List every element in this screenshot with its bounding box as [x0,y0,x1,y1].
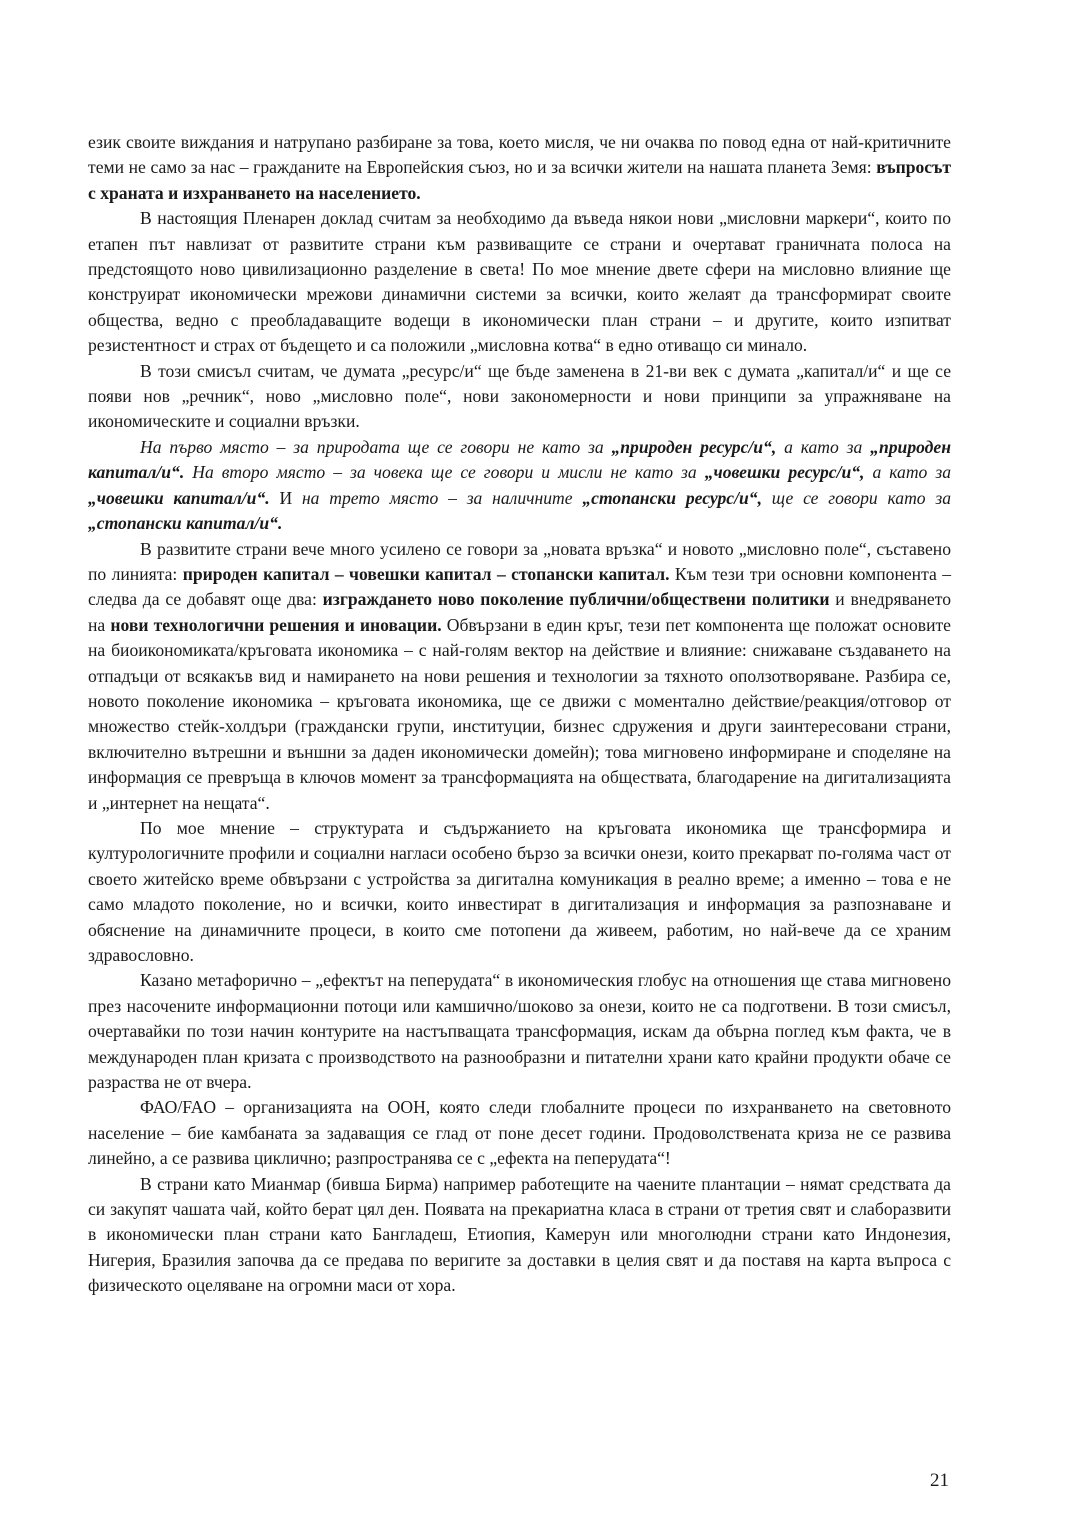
paragraph-text: Обвързани в един кръг, тези пет компонента ще положат основите на биоикономиката/кръговата икономика – с най-голям вектор на действие и влияние: снижаване създаването на отпадъци от всякакъв вид и намирането на нови решения и технологии за тяхното оползотворяване. Разбира се, новото поколение икономика – кръговата икономика, ще се движи с моментално действие/реакция/отговор от множество стейк-холдъри (граждански групи, институции, бизнес сдружения и други заинтересовани страни, включително вътрешни и външни за даден икономически домейн); това мигновено информиране и споделяне на информация се превръща в ключов момент за трансформацията на обществата, благодарение на дигитализацията и „интернет на нещата“. [88,614,951,813]
page-number: 21 [930,1470,949,1491]
document-body [88,130,951,1299]
bold-italic-term: „природен капитал/и“. [88,436,951,483]
italic-text: На второ място – за човека ще се говори и мисли не като за [184,462,705,483]
paragraph-butterfly-effect: Казано метафорично – „ефектът на пеперудата“ в икономическия глобус на отношения ще става мигновено през насочените информационни потоци или камшично/шоково за онези, които не са подготвени. В този смисъл, очертавайки по този начин контурите на настъпващата трансформация, искам да обърна поглед към факта, че в международен план кризата с производството на разнообразни и питателни храни като крайни продукти обаче се разраства не от вчера. [88,970,951,1093]
paragraph-text: Към тези три основни компонента – следва да се добавят още два: [88,563,951,610]
italic-text: на трето място – за наличните [292,487,583,508]
paragraph-text: и внедряването на [88,589,951,635]
bold-italic-term: „стопански ресурс/и“, [582,487,762,508]
paragraph-myanmar: В страни като Мианмар (бивша Бирма) например работещите на чаените плантации – нямат средствата да си закупят чашата чай, който берат цял ден. Появата на прекариатна класа в страни от третия свят и слаборазвити в икономически план страни като Бангладеш, Етиопия, Камерун или многолюдни страни като Индонезия, Нигерия, Бразилия започва да се предава по веригите за доставки в целия свят и да поставя на карта въпроса с физическото оцеляване на огромни маси от хора. [88,1173,951,1296]
italic-text: а като за [776,436,871,457]
bold-italic-term: „стопански капитал/и“. [88,513,283,534]
paragraph-italic-capitals [88,435,951,537]
paragraph-fao: ФАО/FAO – организацията на ООН, която следи глобалните процеси по изхранването на световното население – бие камбаната за задаващия се глад от поне десет години. Продоволствената криза не се развива линейно, а се развива циклично; разпространява се с „ефекта на пеперудата“! [88,1097,951,1169]
paragraph-resource-capital: В този смисъл считам, че думата „ресурс/и“ ще бъде заменена в 21-ви век с думата „капитал/и“ и ще се появи нов „речник“, ново „мисловно поле“, нови закономерности и нови принципи за упражняване на икономическите и социални връзки. [88,360,951,432]
bold-emphasis: природен капитал – човешки капитал – стопански капитал. [182,563,670,584]
bold-emphasis: изграждането ново поколение публични/обществени политики [322,589,830,610]
bold-italic-term: „човешки капитал/и“. [88,487,270,508]
bold-italic-term: „природен ресурс/и“, [611,436,777,457]
italic-text: а като за [864,462,952,483]
paragraph-text: език своите виждания и натрупано разбиране за това, което мисля, че ни очаква по повод една от най-критичните теми не само за нас – гражданите на Европейския съюз, но и за всички жители на нашата планета Земя: [88,132,951,178]
paragraph-mental-markers: В настоящия Пленарен доклад считам за необходимо да въведа някои нови „мисловни маркери“, които по етапен път навлизат от развитите страни към развиващите се страни и очертават граничната полоса на предстоящото ново цивилизационно разделение в света! По мое мнение двете сфери на мисловно влияние ще конструират икономически мрежови динамични системи за всички, които желаят да трансформират своите общества, ведно с преобладаващите водещи в икономически план страни – и другите, които изпитват резистентност и страх от бъдещето и са положили „мисловна котва“ в едно отиващо си минало. [88,208,951,356]
bold-italic-term: „човешки ресурс/и“, [704,462,865,483]
paragraph-opinion: По мое мнение – структурата и съдържанието на кръговата икономика ще трансформира и културологичните профили и социални нагласи особено бързо за всички онези, които прекарват по-голяма част от своето житейско време обвързани с устройства за дигитална комуникация в реално време; а именно – това е не само младото поколение, но и всички, които инвестират в дигитализация и информация за разпознаване и обяснение на динамичните процеси, в които сме потопени да живеем, работим, но най-вече да се храним здравословно. [88,817,951,965]
bold-emphasis: въпросът с храната и изхранването на населението. [88,157,951,203]
italic-text: ще се говори като за [761,487,952,508]
bold-emphasis: нови технологични решения и иновации. [110,614,442,635]
paragraph-circular-economy [88,537,951,816]
italic-text: На първо място – за природата ще се говори не като за [140,436,612,457]
plain-text: И [269,487,293,508]
paragraph-text: В развитите страни вече много усилено се говори за „новата връзка“ и новото „мисловно поле“, съставено по линията: [88,538,951,584]
paragraph-continuation [88,130,951,206]
